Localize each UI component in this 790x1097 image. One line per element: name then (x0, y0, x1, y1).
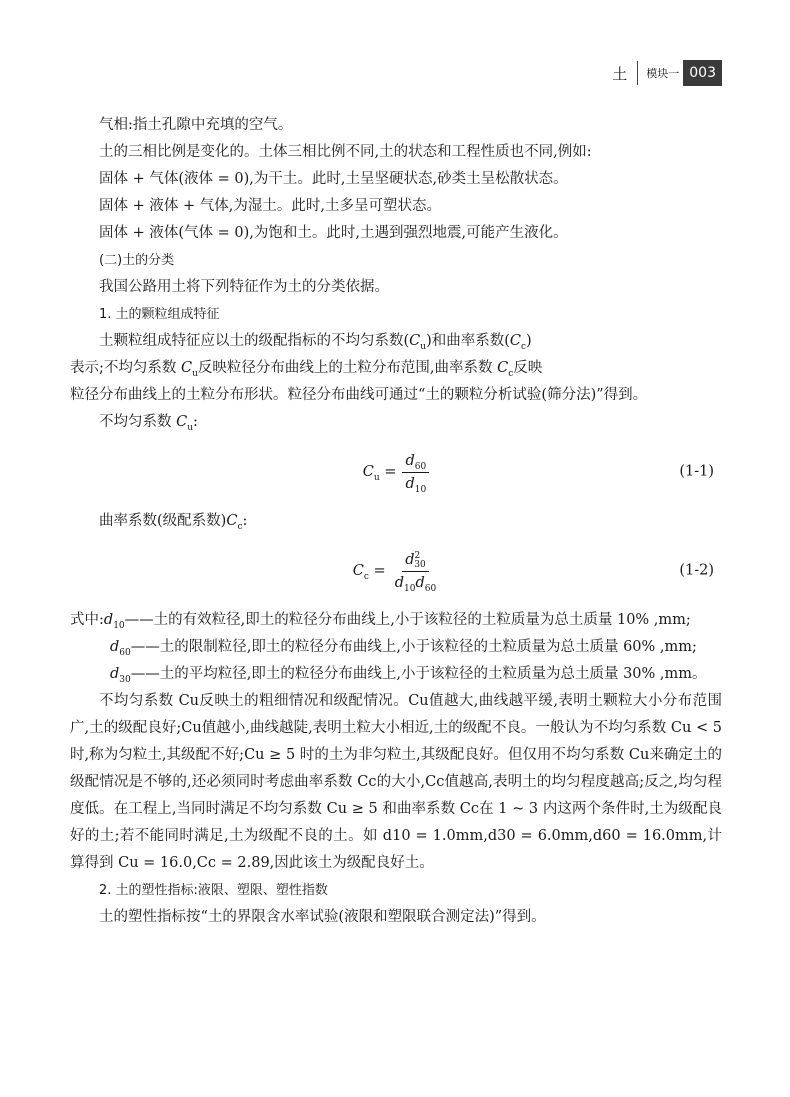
paragraph: 固体 + 液体(气体 = 0),为饱和土。此时,土遇到强烈地震,可能产生液化。 (99, 225, 568, 241)
definition-d10: 式中$:d_{10}$ ——土的有效粒径,即土的粒径分布曲线上,小于该粒径的土粒质量为总土质量 10% ,mm; (70, 612, 691, 631)
paragraph: 土颗粒组成特征应以土的级配指标的不均匀系数$(C_u)$和曲率系数$(C_c)$ (99, 333, 532, 352)
paragraph: 曲率系数(级配系数)$C_c$: (99, 513, 248, 532)
equation-1-2: $C_c$ = $\frac{d^2_{30}}{d_{10}d_{60}}$ (1-2) (70, 539, 722, 603)
chapter-title: 土 (612, 64, 628, 83)
page-header (612, 58, 722, 88)
paragraph: 不均匀系数 $C_u$: (99, 414, 198, 433)
paragraph: 我国公路用土将下列特征作为土的分类依据。 (99, 279, 389, 295)
equation-number: (1-1) (679, 463, 714, 480)
paragraph: 固体 + 液体 + 气体,为湿土。此时,土多呈可塑状态。 (99, 198, 441, 214)
subsection-heading: 2. 土的塑性指标:液限、塑限、塑性指数 (99, 883, 328, 898)
definition-d30: $d_{30}$ ——土的平均粒径,即土的粒径分布曲线上,小于该粒径的土粒质量为总土质量 30% ,mm。 (110, 666, 707, 685)
paragraph: 不均匀系数 Cu反映土的粗细情况和级配情况。Cu值越大,曲线越平缓,表明土颗粒大小分布范围广,土的级配良好;Cu值越小,曲线越陡,表明土粒大小相近,土的级配不良。一般认为不均匀系数 Cu < 5 时,称为匀粒土,其级配不好;Cu ≥ 5 时的土为非匀粒土,其级配良好。但仅用不均匀系数 Cu来确定土的级配情况是不够的,还必须同时考虑曲率系数 Cc的大小,Cc值越高,表明土的均匀程度越高;反之,均匀程度低。在工程上,当同时满足不均匀系数 Cu ≥ 5 和曲率系数 Cc在 1 ~ 3 内这两个条件时,土为级配良好的土;若不能同时满足,土为级配不良的土。如 d10 = 1.0mm,d30 = 6.0mm,d60 = 16.0mm,计算得到 Cu = 16.0,Cc = 2.89,因此该土为级配良好土。 (70, 693, 722, 871)
page-body (70, 112, 722, 931)
paragraph: 土的三相比例是变化的。土体三相比例不同,土的状态和工程性质也不同,例如: (99, 144, 592, 160)
definition-d60: $d_{60}$ ——土的限制粒径,即土的粒径分布曲线上,小于该粒径的土粒质量为总土质量 60% ,mm; (110, 639, 697, 658)
paragraph: 粒径分布曲线上的土粒分布形状。粒径分布曲线可通过“土的颗粒分析试验(筛分法)”得到。 (70, 387, 648, 403)
paragraph: 土的塑性指标按“土的界限含水率试验(液限和塑限联合测定法)”得到。 (99, 909, 546, 925)
paragraph: 气相:指土孔隙中充填的空气。 (99, 117, 293, 133)
paragraph: 固体 + 气体(液体 = 0),为干土。此时,土呈坚硬状态,砂类土呈松散状态。 (99, 171, 568, 187)
equation-number: (1-2) (679, 562, 714, 579)
paragraph: 表示;不均匀系数 $C_u$反映粒径分布曲线上的土粒分布范围,曲率系数 $C_c$反映 (70, 360, 543, 379)
header-divider (637, 61, 638, 85)
section-heading: (二)土的分类 (99, 253, 175, 268)
equation-1-1: $C_u$ = $\frac{d_{60}}{d_{10}}$ (1-1) (70, 440, 722, 504)
subsection-heading: 1. 土的颗粒组成特征 (99, 307, 220, 322)
module-label: 模块一 (646, 67, 680, 80)
page-number: 003 (683, 60, 722, 86)
